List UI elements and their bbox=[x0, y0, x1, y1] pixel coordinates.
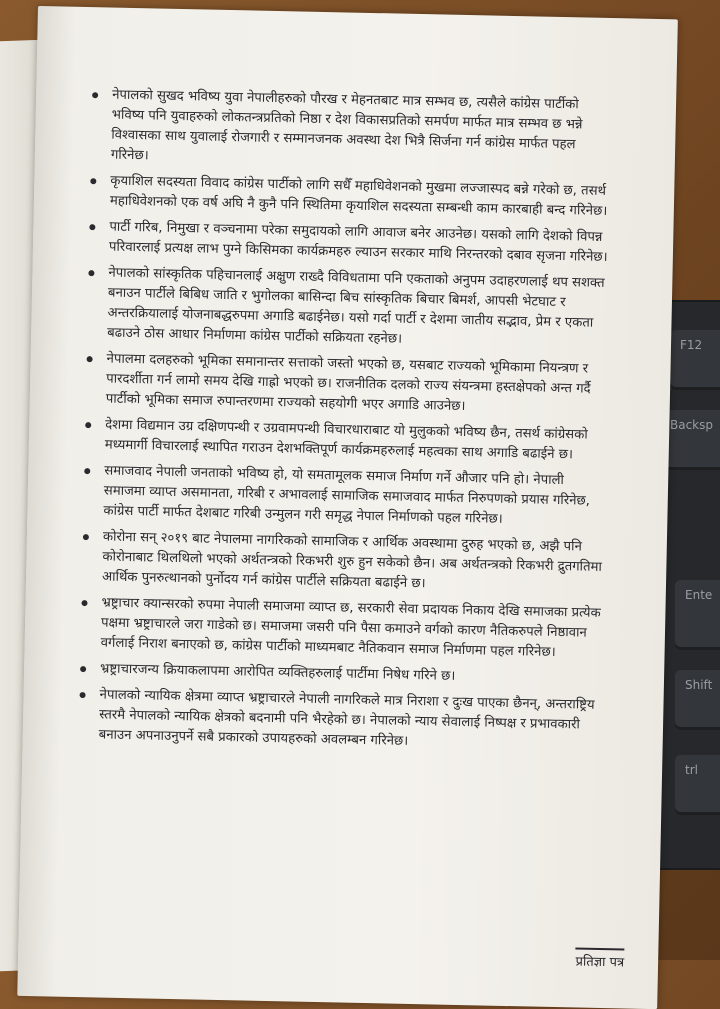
bullet-dot bbox=[92, 92, 98, 98]
list-item: समाजवाद नेपाली जनताको भविष्य हो, यो समतामूलक समाज निर्माण गर्ने औजार पनि हो। नेपाली समाजमा व्याप्त असमानता, गरिबी र अभावलाई सामाजिक समाजवाद मार्फत निरुपणको प्रयास गरिनेछ, कांग्रेस पार्टी मार्फत देशबाट गरिबी उन्मुलन गरी समृद्ध नेपाल निर्माणको पहल गरिनेछ। bbox=[83, 461, 604, 532]
list-item: भ्रष्ट्राचार क्यान्सरको रुपमा नेपाली समाजमा व्याप्त छ, सरकारी सेवा प्रदायक निकाय देखि समाजका प्रत्येक पक्षमा भ्रष्ट्राचारले जरा गाडेको छ। समाजमा जसरी पनि पैसा कमाउने वर्गको कारण नैतिकरुपले निष्ठावान वर्गलाई निराश बनाएको छ, कांग्रेस पार्टीको माध्यमबाट नैतिकवान समाज निर्माणमा पहल गरिनेछ। bbox=[80, 593, 601, 664]
list-item: नेपालको सांस्कृतिक पहिचानलाई अक्षुण राख्दै विविधतामा पनि एकताको अनुपम उदाहरणलाई थप सशक्त बनाउन पार्टीले बिबिध जाति र भुगोलका बासिन्दा बिच सांस्कृतिक बिचार बिमर्श, आपसी भेटघाट र अन्तरक्रियालाई योजनाबद्धरुपमा अगाडि बढाईनेछ। यसो गर्दा पार्टी र देशमा जातीय सद्भाव, प्रेम र एकता बढाउने ठोस आधार निर्माणमा कांग्रेस पार्टीको सक्रियता रहनेछ। bbox=[87, 263, 609, 354]
list-item: देशमा विद्यमान उग्र दक्षिणपन्थी र उग्रवामपन्थी विचारधाराबाट यो मुलुकको भविष्य छैन, तसर्थ कांग्रेसको मध्यमार्गी विचारलाई स्थापित गराउन देशभक्तिपूर्ण कार्यक्रमहरुलाई महत्वका साथ अगाडि बढाईने छ। bbox=[85, 415, 606, 466]
list-item: नेपालमा दलहरुको भूमिका समानान्तर सत्ताको जस्तो भएको छ, यसबाट राज्यको भूमिकामा नियन्त्रण र पारदर्शीता गर्न लामो समय देखि गाह्रो भएको छ। राजनीतिक दलको राज्य संयन्त्रमा हस्तक्षेपको अन्त गर्दै पार्टीको भूमिका समाज रुपान्तरणमा राज्यको सहयोगी भएर अगाडि आउनेछ। bbox=[86, 349, 607, 420]
list-item: कृयाशिल सदस्यता विवाद कांग्रेस पार्टीको लागि सधैँ महाधिवेशनको मुखमा लज्जास्पद बन्ने गरेको छ, तसर्थ महाधिवेशनको एक वर्ष अघि नै कुनै पनि स्थितिमा कृयाशिल सदस्यता सम्बन्धी काम कारबाही बन्द गरिनेछ। bbox=[90, 171, 611, 222]
key-shift: Shift bbox=[675, 670, 720, 730]
bullet-dot bbox=[81, 600, 87, 606]
bullet-dot bbox=[88, 270, 94, 276]
bullet-dot bbox=[90, 178, 96, 184]
key-ctrl: trl bbox=[675, 755, 720, 815]
key-enter: Ente bbox=[675, 580, 720, 650]
bullet-dot bbox=[89, 224, 95, 230]
bullet-dot bbox=[80, 666, 86, 672]
book-page bbox=[17, 6, 678, 1009]
bullet-list bbox=[78, 85, 612, 762]
list-item: कोरोना सन् २०१९ बाट नेपालमा नागरिकको सामाजिक र आर्थिक अवस्थामा दुरुह भएको छ, अझै पनि कोरोनाबाट थिलथिलो भएको अर्थतन्त्रको रिकभरी शुरु हुन सकेको छैन। अब अर्थतन्त्रको रिकभरी द्रुतगतिमा आर्थिक पुनरुत्थानको पुर्नोदय गर्न कांग्रेस पार्टीले सक्रियता बढाईने छ। bbox=[82, 527, 603, 598]
key-f12: F12 bbox=[670, 330, 720, 390]
page-footer-title: प्रतिज्ञा पत्र bbox=[575, 947, 624, 970]
bullet-dot bbox=[80, 692, 86, 698]
list-item: पार्टी गरिब, निमुखा र वञ्चनामा परेका समुदायको लागि आवाज बनेर आउनेछ। यसको लागि देशको विपन्न परिवारलाई प्रत्यक्ष लाभ पुग्ने किसिमका कार्यक्रमहरु ल्याउन सरकार माथि निरन्तरको दबाव सृजना गरिनेछ। bbox=[89, 217, 610, 268]
list-item: भ्रष्ट्राचारजन्य क्रियाकलापमा आरोपित व्यक्तिहरुलाई पार्टीमा निषेध गरिने छ। bbox=[80, 659, 600, 690]
list-item: नेपालको सुखद भविष्य युवा नेपालीहरुको पौरख र मेहनतबाट मात्र सम्भव छ, त्यसैले कांग्रेस पार्टीको भविष्य पनि युवाहरुको लोकतन्त्रप्रतिको निष्ठा र देश विकासप्रतिको समर्पण मार्फत मात्र सम्भव छ भन्ने विश्वासका साथ युवालाई रोजगारी र सम्मानजनक अवस्था देश भित्रै सिर्जना गर्न कांग्रेस मार्फत पहल गरिनेछ। bbox=[91, 85, 613, 176]
bullet-dot bbox=[87, 356, 93, 362]
list-item: नेपालको न्यायिक क्षेत्रमा व्याप्त भ्रष्ट्राचारले नेपाली नागरिकले मात्र निराशा र दुःख पाएका छैनन्, अन्तराष्ट्रिय स्तरमै नेपालको न्यायिक क्षेत्रको बदनामी पनि भैरहेको छ। नेपालको न्याय सेवालाई निष्पक्ष र प्रभावकारी बनाउन अपनाउनुपर्ने सबै प्रकारको उपायहरुको अवलम्बन गरिनेछ। bbox=[79, 685, 600, 756]
bullet-dot bbox=[85, 422, 91, 428]
key-backspace: Backsp bbox=[660, 410, 720, 470]
bullet-dot bbox=[83, 534, 89, 540]
bullet-dot bbox=[84, 468, 90, 474]
